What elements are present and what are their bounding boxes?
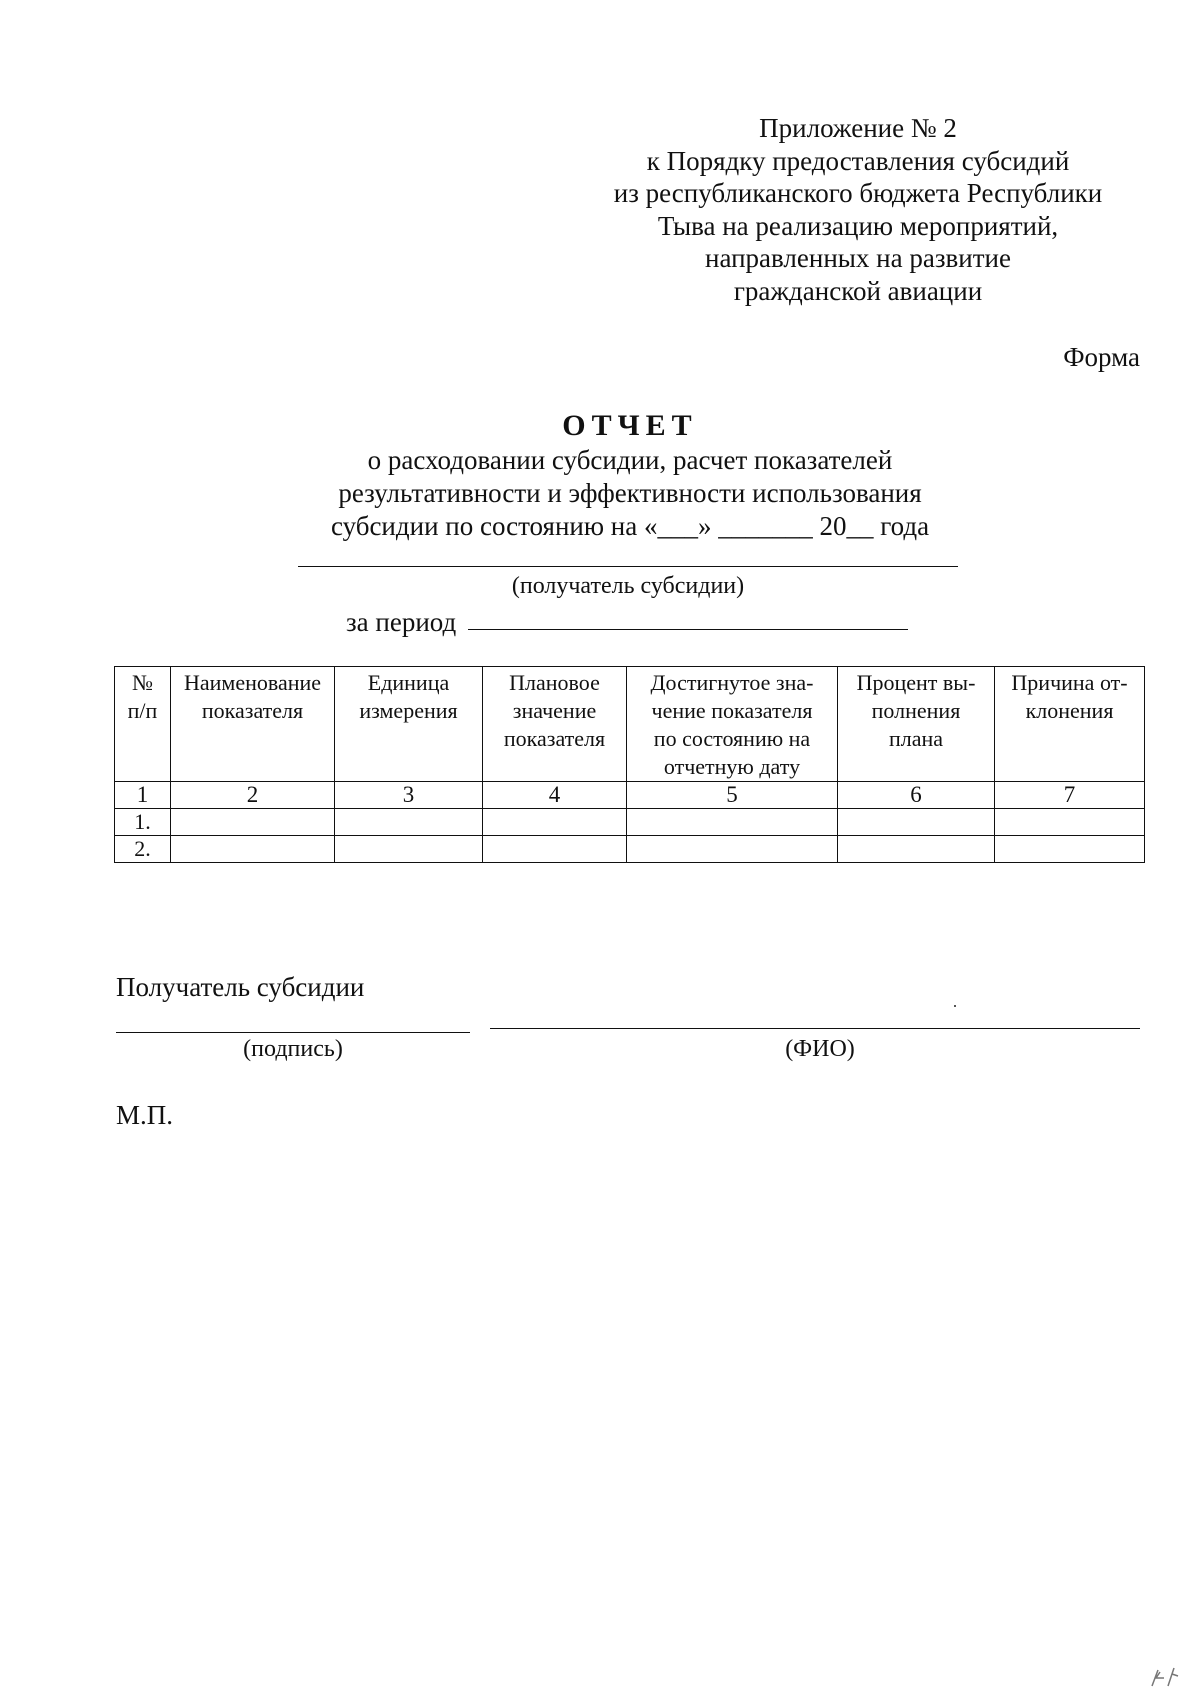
header-text: показателя [503,726,606,751]
table-cell[interactable] [483,836,627,863]
header-cell-unit [335,667,483,782]
stamp-place-label: М.П. [116,1100,174,1130]
report-subtitle-line: субсидии по состоянию на «___» _______ 20__ года [330,511,930,541]
table-cell[interactable] [335,836,483,863]
header-cell-indicator-name [171,667,335,782]
header-text: № [132,670,153,695]
table-cell[interactable] [838,836,995,863]
header-text: полнения [871,698,961,723]
header-text: Единица [367,670,450,695]
table-cell[interactable] [627,836,838,863]
handwritten-page-mark [1148,1664,1188,1690]
header-text: Причина от- [1011,670,1128,695]
column-number-cell: 6 [838,782,995,809]
appendix-header [588,112,1128,307]
fio-caption: (ФИО) [785,1036,855,1062]
header-cell-achieved-value [627,667,838,782]
table-row [115,836,1145,863]
column-number-cell: 2 [171,782,335,809]
table-cell[interactable] [838,809,995,836]
column-number-row [115,782,1145,809]
recipient-caption: (получатель субсидии) [511,573,745,599]
appendix-line: гражданской авиации [733,275,983,306]
column-number-cell: 5 [627,782,838,809]
report-title-block [290,408,970,543]
table-cell[interactable] [335,809,483,836]
table-cell[interactable] [171,809,335,836]
table-header-row [115,667,1145,782]
column-number-cell: 7 [995,782,1145,809]
row-number-cell: 2. [115,836,171,863]
header-text: отчетную дату [663,754,801,779]
row-number-cell: 1. [115,809,171,836]
header-text: Достигнутое зна- [650,670,814,695]
header-text: Плановое [509,670,600,695]
header-text: клонения [1025,698,1114,723]
period-label: за период [346,607,457,637]
table-cell[interactable] [171,836,335,863]
header-text: измерения [359,698,458,723]
period-fill-line[interactable] [468,629,908,630]
header-cell-number [115,667,171,782]
report-table [114,666,1145,863]
header-text: по состоянию на [653,726,811,751]
table-cell[interactable] [995,836,1145,863]
column-number-cell: 1 [115,782,171,809]
header-cell-planned-value [483,667,627,782]
header-cell-deviation-reason [995,667,1145,782]
header-text: п/п [127,698,158,723]
scan-speck [954,1005,956,1007]
form-label: Форма [1063,342,1140,372]
header-text: показателя [201,698,304,723]
fio-fill-line[interactable] [490,1028,1140,1029]
appendix-line: Тыва на реализацию мероприятий, [657,210,1059,241]
column-number-cell: 4 [483,782,627,809]
header-text: чение показателя [651,698,813,723]
table-cell[interactable] [483,809,627,836]
report-title: ОТЧЕТ [562,409,698,442]
column-number-cell: 3 [335,782,483,809]
table-row [115,809,1145,836]
header-text: Процент вы- [856,670,976,695]
recipient-fill-line[interactable] [298,566,958,567]
report-subtitle-line: результативности и эффективности использования [338,478,922,508]
header-cell-plan-percent [838,667,995,782]
header-text: Наименование [183,670,322,695]
report-subtitle-line: о расходовании субсидии, расчет показателей [367,445,893,475]
appendix-line: из республиканского бюджета Республики [613,178,1103,208]
signature-heading: Получатель субсидии [116,972,365,1002]
appendix-line: к Порядку предоставления субсидий [646,145,1070,176]
table-cell[interactable] [995,809,1145,836]
signature-caption: (подпись) [243,1036,343,1062]
table-cell[interactable] [627,809,838,836]
header-text: значение [512,698,597,723]
appendix-line: Приложение № 2 [759,113,957,143]
signature-fill-line[interactable] [116,1032,470,1033]
header-text: плана [888,726,944,751]
appendix-line: направленных на развитие [705,243,1011,273]
